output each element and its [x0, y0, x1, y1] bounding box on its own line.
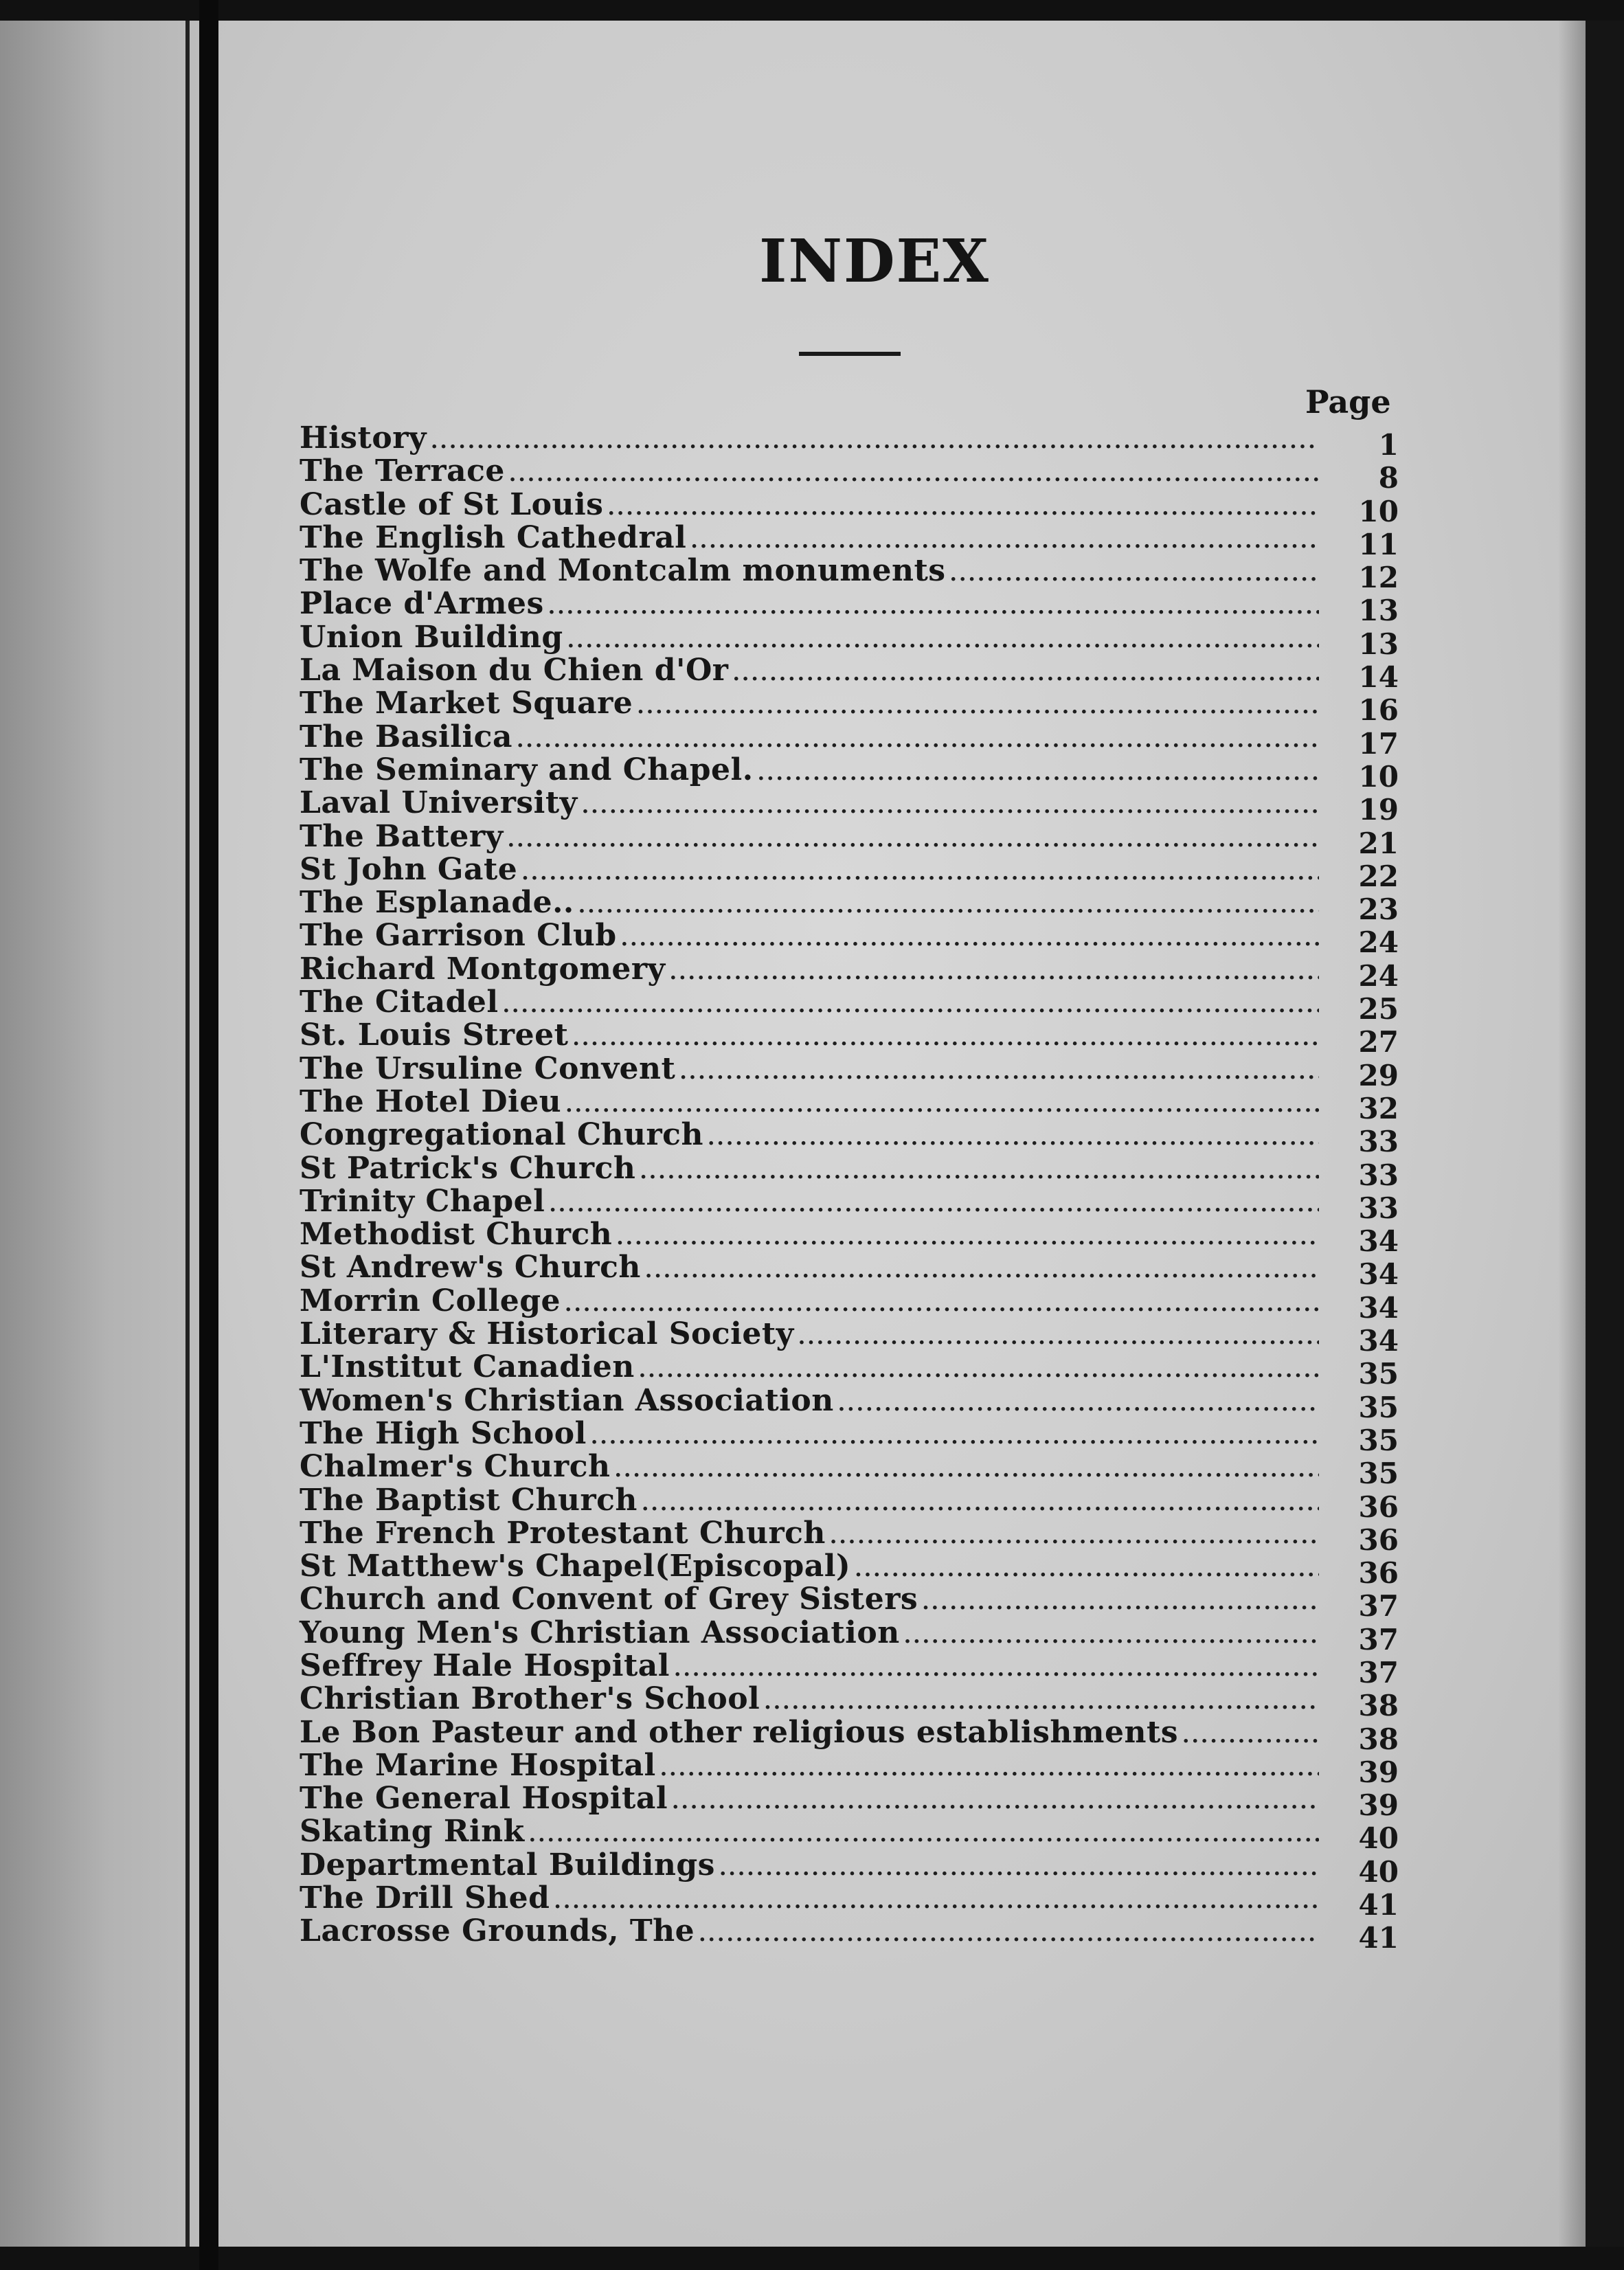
index-entry — [300, 586, 1399, 628]
index-entry-label: Women's Christian Association — [300, 1382, 834, 1418]
index-entry — [300, 1847, 1399, 1889]
page-title: INDEX — [759, 227, 990, 296]
index-entry — [300, 785, 1399, 827]
index-entry — [300, 1349, 1399, 1391]
index-entry-page-number: 12 — [1358, 561, 1399, 595]
dot-leader — [640, 1156, 1319, 1189]
index-entry-page-number: 36 — [1358, 1556, 1399, 1591]
index-entry-page-number: 39 — [1358, 1788, 1399, 1823]
index-entry-page-number: 34 — [1358, 1224, 1399, 1259]
dot-leader — [758, 757, 1319, 790]
dot-leader — [582, 790, 1319, 823]
index-entry-label: The Terrace — [300, 453, 505, 489]
index-entry-label: The Seminary and Chapel. — [300, 752, 754, 787]
index-entry-page-number: 29 — [1358, 1058, 1399, 1092]
dot-leader — [509, 458, 1319, 491]
dot-leader — [508, 824, 1319, 857]
index-entry-page-number: 24 — [1358, 925, 1399, 960]
index-entry-label: Richard Montgomery — [300, 951, 666, 987]
dot-leader — [621, 923, 1319, 956]
index-entry — [300, 1747, 1399, 1789]
index-entry-label: St Andrew's Church — [300, 1250, 641, 1285]
index-entry-label: The Drill Shed — [300, 1880, 550, 1916]
index-entry-label: Union Building — [300, 619, 563, 655]
index-entry-page-number: 37 — [1358, 1589, 1399, 1623]
index-entry — [300, 1382, 1399, 1424]
index-entry-page-number: 35 — [1358, 1423, 1399, 1457]
index-entry — [300, 686, 1399, 728]
index-entry — [300, 719, 1399, 761]
index-entry-label: St Matthew's Chapel(Episcopal) — [300, 1549, 851, 1584]
index-entry-page-number: 36 — [1358, 1522, 1399, 1557]
index-entry-page-number: 41 — [1358, 1921, 1399, 1955]
index-entry-label: Lacrosse Grounds, The — [300, 1913, 695, 1949]
index-entry-label: The Citadel — [300, 985, 499, 1020]
index-entry — [300, 1183, 1399, 1225]
dot-leader — [607, 492, 1319, 525]
index-entry — [300, 1150, 1399, 1192]
index-entry-page-number: 21 — [1358, 826, 1399, 860]
page-border-shadow — [1586, 21, 1624, 2247]
index-entry — [300, 1615, 1399, 1656]
index-entry — [300, 1316, 1399, 1358]
index-entry-page-number: 22 — [1358, 859, 1399, 893]
index-entry — [300, 619, 1399, 661]
index-entry — [300, 420, 1399, 462]
index-entry — [300, 1449, 1399, 1491]
dot-leader — [922, 1586, 1319, 1619]
index-entry-page-number: 19 — [1358, 793, 1399, 827]
index-entry-page-number: 25 — [1358, 992, 1399, 1026]
index-entry-label: The Hotel Dieu — [300, 1083, 562, 1119]
index-entry — [300, 851, 1399, 893]
index-entry-label: The Market Square — [300, 686, 633, 721]
dot-leader — [708, 1122, 1319, 1155]
index-entry-label: St. Louis Street — [300, 1018, 569, 1053]
index-entry-page-number: 39 — [1358, 1755, 1399, 1789]
index-entry-page-number: 17 — [1358, 726, 1399, 761]
index-entry — [300, 1814, 1399, 1856]
dot-leader — [699, 1918, 1319, 1951]
dot-leader — [591, 1421, 1319, 1454]
index-entry-page-number: 34 — [1358, 1324, 1399, 1358]
dot-leader — [616, 1222, 1319, 1255]
index-entry — [300, 918, 1399, 960]
dot-leader — [503, 989, 1319, 1022]
dot-leader — [830, 1520, 1319, 1553]
dot-leader — [672, 1786, 1319, 1819]
index-entry-page-number: 40 — [1358, 1821, 1399, 1856]
index-entry-label: Place d'Armes — [300, 586, 544, 622]
index-entry-label: Skating Rink — [300, 1814, 525, 1850]
index-entry — [300, 1515, 1399, 1557]
index-entry-list — [300, 420, 1399, 1955]
dot-leader — [798, 1321, 1319, 1354]
index-entry-label: The General Hospital — [300, 1781, 668, 1817]
index-entry — [300, 1283, 1399, 1325]
dot-leader — [679, 1056, 1319, 1089]
facing-page-edge — [0, 21, 199, 2247]
index-entry — [300, 1913, 1399, 1955]
dot-leader — [670, 956, 1319, 989]
index-entry — [300, 1117, 1399, 1159]
index-entry — [300, 1781, 1399, 1823]
index-entry-page-number: 38 — [1358, 1689, 1399, 1723]
index-entry-page-number: 33 — [1358, 1125, 1399, 1159]
index-entry-label: The Basilica — [300, 719, 512, 754]
index-entry-label: Congregational Church — [300, 1117, 703, 1153]
dot-leader — [549, 1189, 1319, 1222]
index-entry-page-number: 10 — [1358, 494, 1399, 528]
index-entry-page-number: 10 — [1358, 759, 1399, 794]
index-entry-label: The Wolfe and Montcalm monuments — [300, 553, 946, 589]
index-entry — [300, 1714, 1399, 1756]
dot-leader — [431, 425, 1319, 458]
title-rule — [799, 352, 901, 356]
dot-leader — [521, 857, 1319, 890]
page-edge-shading — [1558, 21, 1586, 2247]
index-entry-label: The English Cathedral — [300, 519, 687, 555]
index-entry-page-number: 13 — [1358, 627, 1399, 661]
index-page — [218, 21, 1586, 2247]
dot-leader — [855, 1553, 1319, 1586]
index-entry-page-number: 11 — [1358, 527, 1399, 561]
index-entry-page-number: 40 — [1358, 1854, 1399, 1889]
index-entry-label: St John Gate — [300, 851, 518, 887]
index-entry-page-number: 35 — [1358, 1390, 1399, 1424]
index-entry — [300, 818, 1399, 860]
index-entry — [300, 1250, 1399, 1292]
index-entry-label: History — [300, 420, 427, 456]
index-entry — [300, 453, 1399, 495]
index-entry-page-number: 37 — [1358, 1622, 1399, 1656]
index-entry-label: Morrin College — [300, 1283, 561, 1318]
dot-leader — [572, 1022, 1319, 1055]
index-entry — [300, 1582, 1399, 1623]
index-entry-label: Departmental Buildings — [300, 1847, 715, 1883]
binding-gutter — [199, 0, 218, 2270]
dot-leader — [1182, 1720, 1319, 1753]
index-entry — [300, 1681, 1399, 1723]
dot-leader — [904, 1620, 1319, 1653]
index-entry-page-number: 8 — [1378, 461, 1399, 495]
index-entry-label: The Baptist Church — [300, 1482, 638, 1518]
index-entry-page-number: 1 — [1378, 428, 1399, 462]
index-entry-label: Church and Convent of Grey Sisters — [300, 1582, 918, 1617]
index-entry-label: Castle of St Louis — [300, 486, 604, 522]
index-entry-page-number: 36 — [1358, 1490, 1399, 1524]
index-entry — [300, 1018, 1399, 1059]
index-entry — [300, 1648, 1399, 1689]
index-entry-label: Christian Brother's School — [300, 1681, 760, 1717]
index-entry-label: Chalmer's Church — [300, 1449, 611, 1485]
dot-leader — [548, 591, 1319, 624]
index-entry — [300, 486, 1399, 528]
index-entry-page-number: 41 — [1358, 1888, 1399, 1922]
dot-leader — [637, 690, 1319, 723]
dot-leader — [950, 558, 1319, 591]
index-entry-label: St Patrick's Church — [300, 1150, 636, 1186]
index-entry-label: Trinity Chapel — [300, 1183, 545, 1219]
dot-leader — [674, 1653, 1319, 1686]
index-entry-page-number: 33 — [1358, 1158, 1399, 1192]
index-entry — [300, 752, 1399, 794]
index-entry-page-number: 16 — [1358, 693, 1399, 728]
index-entry-page-number: 37 — [1358, 1655, 1399, 1689]
dot-leader — [660, 1753, 1319, 1786]
index-entry-label: The Esplanade.. — [300, 885, 574, 921]
index-entry — [300, 1415, 1399, 1457]
index-entry-page-number: 38 — [1358, 1722, 1399, 1756]
index-entry — [300, 1549, 1399, 1591]
index-entry — [300, 553, 1399, 595]
index-entry-label: The Marine Hospital — [300, 1747, 656, 1783]
index-entry — [300, 653, 1399, 695]
index-entry-label: The Garrison Club — [300, 918, 617, 954]
index-entry — [300, 1050, 1399, 1092]
index-entry-page-number: 35 — [1358, 1457, 1399, 1491]
index-entry-label: Seffrey Hale Hospital — [300, 1648, 670, 1683]
dot-leader — [838, 1388, 1319, 1421]
index-entry — [300, 951, 1399, 993]
index-entry — [300, 1083, 1399, 1125]
index-entry-page-number: 13 — [1358, 594, 1399, 628]
index-entry — [300, 1880, 1399, 1922]
index-entry-label: The Ursuline Convent — [300, 1050, 676, 1086]
page-fold-line — [185, 21, 190, 2247]
index-entry-page-number: 34 — [1358, 1257, 1399, 1292]
index-entry — [300, 985, 1399, 1026]
dot-leader — [732, 658, 1319, 690]
index-entry — [300, 885, 1399, 927]
index-entry-label: La Maison du Chien d'Or — [300, 653, 729, 688]
index-entry-label: The French Protestant Church — [300, 1515, 826, 1551]
dot-leader — [578, 890, 1319, 923]
index-entry-page-number: 34 — [1358, 1290, 1399, 1325]
index-entry-label: Le Bon Pasteur and other religious establishments — [300, 1714, 1179, 1750]
index-entry-page-number: 27 — [1358, 1025, 1399, 1059]
index-entry-page-number: 23 — [1358, 892, 1399, 927]
index-entry-label: Laval University — [300, 785, 578, 821]
index-entry-page-number: 35 — [1358, 1357, 1399, 1391]
index-entry-label: The High School — [300, 1415, 587, 1451]
dot-leader — [645, 1255, 1319, 1288]
index-entry-page-number: 33 — [1358, 1191, 1399, 1225]
index-entry-page-number: 32 — [1358, 1091, 1399, 1125]
dot-leader — [719, 1852, 1319, 1885]
index-entry — [300, 519, 1399, 561]
index-entry-label: Young Men's Christian Association — [300, 1615, 900, 1650]
dot-leader — [615, 1454, 1320, 1487]
index-entry-page-number: 24 — [1358, 958, 1399, 993]
index-entry-page-number: 14 — [1358, 660, 1399, 695]
index-entry — [300, 1217, 1399, 1259]
index-entry-label: Methodist Church — [300, 1217, 613, 1252]
index-entry-label: The Battery — [300, 818, 504, 854]
index-entry-label: L'Institut Canadien — [300, 1349, 635, 1385]
page-column-heading: Page — [1305, 383, 1391, 420]
index-entry — [300, 1482, 1399, 1524]
index-entry-label: Literary & Historical Society — [300, 1316, 794, 1352]
